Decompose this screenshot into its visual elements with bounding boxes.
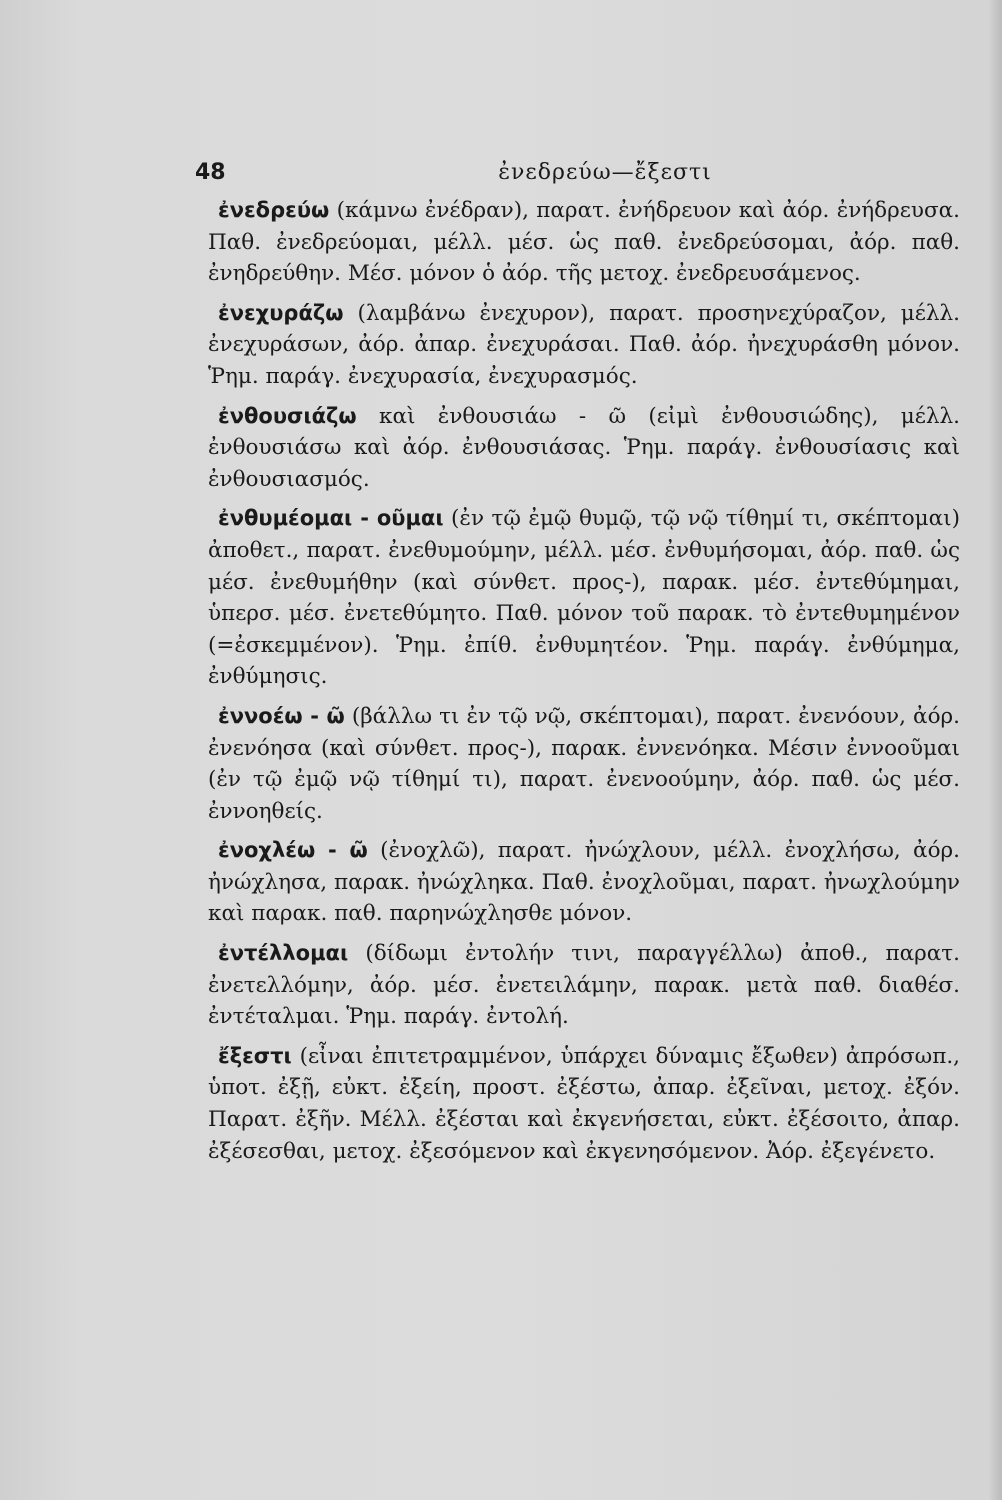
- dictionary-entry: [208, 503, 960, 693]
- running-head: ἐνεδρεύω—ἔξεστι: [498, 160, 712, 185]
- dictionary-entry: [208, 401, 960, 496]
- dictionary-entries: [208, 195, 960, 1175]
- entry-lemma: ἐντέλλομαι: [218, 941, 349, 966]
- dictionary-entry: [208, 701, 960, 827]
- dictionary-entry: [208, 835, 960, 930]
- dictionary-entry: [208, 938, 960, 1033]
- page-number: 48: [195, 160, 226, 185]
- entry-lemma: ἐνοχλέω - ῶ: [218, 838, 368, 863]
- entry-lemma: ἐνεδρεύω: [218, 198, 330, 222]
- entry-definition: (δίδωμι ἐντολήν τινι, παραγγέλλω) ἀποθ., παρατ. ἐνετελλόμην, ἀόρ. μέσ. ἐνετειλάμην, παρακ. μετὰ παθ. διαθέσ. ἐντέταλμαι. Ῥημ. παράγ. ἐντολή.: [208, 941, 960, 1030]
- entry-lemma: ἔξεστι: [218, 1043, 292, 1068]
- entry-definition: (ἐνοχλῶ), παρατ. ἠνώχλουν, μέλλ. ἐνοχλήσω, ἀόρ. ἠνώχλησα, παρακ. ἠνώχληκα. Παθ. ἐνοχλοῦμαι, παρατ. ἠνωχλούμην καὶ παρακ. παθ. παρηνώχλησθε μόνον.: [208, 838, 960, 927]
- entry-definition: (βάλλω τι ἐν τῷ νῷ, σκέπτομαι), παρατ. ἐνενόουν, ἀόρ. ἐνενόησα (καὶ σύνθετ. προς-), παρακ. ἐννενόηκα. Μέσιν ἐννοοῦμαι (ἐν τῷ ἐμῷ νῷ τίθημί τι), παρατ. ἐνενοούμην, ἀόρ. παθ. ὡς μέσ. ἐννοηθείς.: [208, 703, 960, 824]
- entry-definition: καὶ ἐνθουσιάω - ῶ (εἰμὶ ἐνθουσιώδης), μέλλ. ἐνθουσιάσω καὶ ἀόρ. ἐνθουσιάσας. Ῥημ. παράγ. ἐνθουσίασις καὶ ἐνθουσιασμός.: [208, 403, 960, 492]
- entry-definition: (λαμβάνω ἐνεχυρον), παρατ. προσηνεχύραζον, μέλλ. ἐνεχυράσων, ἀόρ. ἀπαρ. ἐνεχυράσαι. Παθ. ἀόρ. ἠνεχυράσθη μόνον. Ῥημ. παράγ. ἐνεχυρασία, ἐνεχυρασμός.: [208, 300, 960, 389]
- page-edge-shadow: [988, 0, 1002, 1500]
- dictionary-entry: [208, 1041, 960, 1167]
- entry-definition: (ἐν τῷ ἐμῷ θυμῷ, τῷ νῷ τίθημί τι, σκέπτομαι) ἀποθετ., παρατ. ἐνεθυμούμην, μέλλ. μέσ. ἐνθυμήσομαι, ἀόρ. παθ. ὡς μέσ. ἐνεθυμήθην (καὶ σύνθετ. προς-), παρακ. μέσ. ἐντεθύμημαι, ὑπερσ. μέσ. ἐνετεθύμητο. Παθ. μόνον τοῦ παρακ. τὸ ἐντεθυμημένον (=ἐσκεμμένον). Ῥημ. ἐπίθ. ἐνθυμητέον. Ῥημ. παράγ. ἐνθύμημα, ἐνθύμησις.: [208, 506, 960, 690]
- entry-definition: (εἶναι ἐπιτετραμμένον, ὑπάρχει δύναμις ἔξωθεν) ἀπρόσωπ., ὑποτ. ἐξῇ, εὐκτ. ἐξείη, προστ. ἐξέστω, ἀπαρ. ἐξεῖναι, μετοχ. ἐξόν. Παρατ. ἐξῆν. Μέλλ. ἐξέσται καὶ ἐκγενήσεται, εὐκτ. ἐξέσοιτο, ἀπαρ. ἐξέσεσθαι, μετοχ. ἐξεσόμενον καὶ ἐκγενησόμενον. Ἀόρ. ἐξεγένετο.: [208, 1043, 960, 1164]
- entry-lemma: ἐνθυμέομαι - οῦμαι: [218, 506, 444, 531]
- entry-definition: (κάμνω ἐνέδραν), παρατ. ἐνήδρευον καὶ ἀόρ. ἐνήδρευσα. Παθ. ἐνεδρεύομαι, μέλλ. μέσ. ὡς παθ. ἐνεδρεύσομαι, ἀόρ. παθ. ἐνηδρεύθην. Μέσ. μόνον ὁ ἀόρ. τῆς μετοχ. ἐνεδρευσάμενος.: [208, 198, 961, 287]
- dictionary-entry: [208, 298, 960, 393]
- entry-lemma: ἐννοέω - ῶ: [218, 703, 345, 728]
- entry-lemma: ἐνεχυράζω: [218, 300, 344, 325]
- dictionary-entry: [208, 195, 960, 290]
- page-header: [195, 160, 955, 190]
- entry-lemma: ἐνθουσιάζω: [218, 403, 357, 428]
